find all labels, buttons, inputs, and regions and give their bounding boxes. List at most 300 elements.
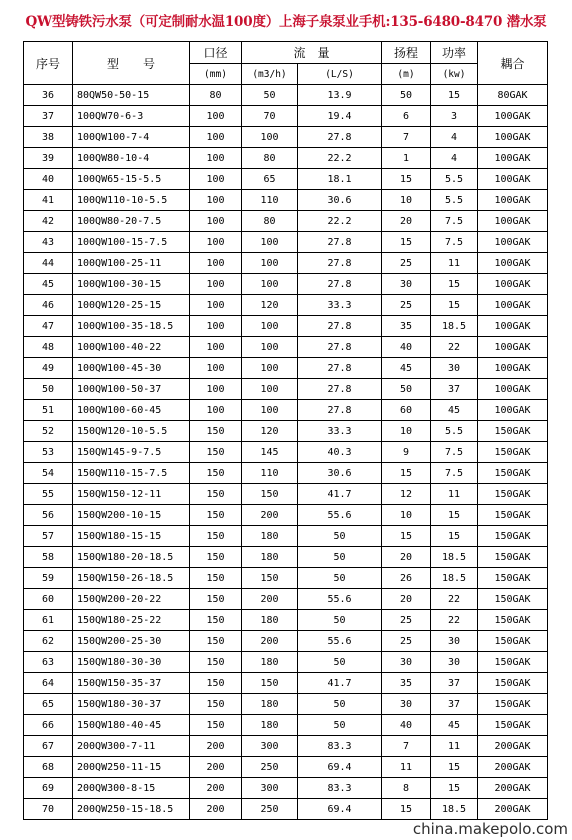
cell-head: 50 bbox=[382, 85, 431, 106]
cell-diameter: 100 bbox=[190, 253, 242, 274]
cell-diameter: 150 bbox=[190, 484, 242, 505]
cell-flow-ls: 22.2 bbox=[298, 148, 382, 169]
cell-model: 100QW100-45-30 bbox=[73, 358, 190, 379]
cell-model: 150QW110-15-7.5 bbox=[73, 463, 190, 484]
cell-flow-ls: 27.8 bbox=[298, 400, 382, 421]
cell-head: 35 bbox=[382, 316, 431, 337]
table-row bbox=[24, 190, 548, 211]
cell-diameter: 100 bbox=[190, 274, 242, 295]
cell-flow-ls: 27.8 bbox=[298, 253, 382, 274]
cell-no: 53 bbox=[24, 442, 73, 463]
cell-flow-m3h: 180 bbox=[242, 652, 298, 673]
table-row bbox=[24, 799, 548, 820]
cell-head: 25 bbox=[382, 610, 431, 631]
cell-flow-m3h: 100 bbox=[242, 337, 298, 358]
cell-coupling: 100GAK bbox=[478, 169, 548, 190]
table-row bbox=[24, 274, 548, 295]
table-row bbox=[24, 400, 548, 421]
cell-head: 11 bbox=[382, 757, 431, 778]
cell-head: 26 bbox=[382, 568, 431, 589]
table-row bbox=[24, 379, 548, 400]
unit-power: (kw) bbox=[431, 64, 478, 85]
cell-flow-m3h: 65 bbox=[242, 169, 298, 190]
cell-no: 46 bbox=[24, 295, 73, 316]
cell-head: 8 bbox=[382, 778, 431, 799]
table-row bbox=[24, 106, 548, 127]
watermark: china.makepolo.com bbox=[412, 820, 568, 838]
cell-head: 50 bbox=[382, 379, 431, 400]
header-no: 序号 bbox=[24, 42, 73, 85]
cell-model: 100QW100-7-4 bbox=[73, 127, 190, 148]
cell-flow-m3h: 100 bbox=[242, 274, 298, 295]
cell-flow-ls: 50 bbox=[298, 652, 382, 673]
cell-diameter: 200 bbox=[190, 778, 242, 799]
cell-diameter: 100 bbox=[190, 400, 242, 421]
cell-no: 36 bbox=[24, 85, 73, 106]
cell-model: 100QW100-50-37 bbox=[73, 379, 190, 400]
cell-power: 15 bbox=[431, 757, 478, 778]
cell-flow-ls: 27.8 bbox=[298, 232, 382, 253]
table-row bbox=[24, 295, 548, 316]
cell-coupling: 100GAK bbox=[478, 379, 548, 400]
cell-model: 150QW120-10-5.5 bbox=[73, 421, 190, 442]
cell-flow-m3h: 110 bbox=[242, 463, 298, 484]
cell-model: 100QW100-40-22 bbox=[73, 337, 190, 358]
cell-flow-m3h: 180 bbox=[242, 526, 298, 547]
cell-head: 20 bbox=[382, 547, 431, 568]
cell-power: 45 bbox=[431, 400, 478, 421]
cell-coupling: 80GAK bbox=[478, 85, 548, 106]
cell-coupling: 200GAK bbox=[478, 799, 548, 820]
cell-no: 60 bbox=[24, 589, 73, 610]
cell-head: 20 bbox=[382, 589, 431, 610]
cell-coupling: 150GAK bbox=[478, 652, 548, 673]
cell-no: 52 bbox=[24, 421, 73, 442]
cell-flow-ls: 27.8 bbox=[298, 337, 382, 358]
cell-coupling: 100GAK bbox=[478, 106, 548, 127]
cell-flow-m3h: 120 bbox=[242, 295, 298, 316]
cell-power: 15 bbox=[431, 778, 478, 799]
header-flow: 流 量 bbox=[242, 42, 382, 64]
cell-power: 7.5 bbox=[431, 211, 478, 232]
cell-model: 200QW300-8-15 bbox=[73, 778, 190, 799]
cell-no: 63 bbox=[24, 652, 73, 673]
cell-flow-m3h: 150 bbox=[242, 568, 298, 589]
cell-flow-ls: 41.7 bbox=[298, 673, 382, 694]
cell-flow-m3h: 180 bbox=[242, 547, 298, 568]
cell-flow-m3h: 100 bbox=[242, 400, 298, 421]
cell-coupling: 150GAK bbox=[478, 694, 548, 715]
cell-power: 18.5 bbox=[431, 799, 478, 820]
cell-power: 4 bbox=[431, 127, 478, 148]
cell-flow-ls: 22.2 bbox=[298, 211, 382, 232]
cell-model: 100QW70-6-3 bbox=[73, 106, 190, 127]
cell-flow-m3h: 120 bbox=[242, 421, 298, 442]
cell-no: 42 bbox=[24, 211, 73, 232]
cell-flow-ls: 18.1 bbox=[298, 169, 382, 190]
cell-flow-m3h: 180 bbox=[242, 694, 298, 715]
cell-diameter: 150 bbox=[190, 715, 242, 736]
header-coupling: 耦合 bbox=[478, 42, 548, 85]
cell-head: 15 bbox=[382, 463, 431, 484]
cell-no: 59 bbox=[24, 568, 73, 589]
cell-power: 15 bbox=[431, 505, 478, 526]
cell-diameter: 100 bbox=[190, 379, 242, 400]
cell-model: 150QW150-26-18.5 bbox=[73, 568, 190, 589]
cell-flow-m3h: 50 bbox=[242, 85, 298, 106]
cell-head: 6 bbox=[382, 106, 431, 127]
table-row bbox=[24, 358, 548, 379]
cell-model: 200QW250-15-18.5 bbox=[73, 799, 190, 820]
cell-diameter: 150 bbox=[190, 673, 242, 694]
cell-no: 48 bbox=[24, 337, 73, 358]
cell-no: 47 bbox=[24, 316, 73, 337]
cell-flow-m3h: 150 bbox=[242, 673, 298, 694]
unit-flow-m3h: (m3/h) bbox=[242, 64, 298, 85]
header-head: 扬程 bbox=[382, 42, 431, 64]
cell-flow-m3h: 100 bbox=[242, 358, 298, 379]
cell-model: 150QW180-15-15 bbox=[73, 526, 190, 547]
cell-diameter: 150 bbox=[190, 610, 242, 631]
cell-flow-ls: 40.3 bbox=[298, 442, 382, 463]
cell-head: 30 bbox=[382, 652, 431, 673]
page-title: QW型铸铁污水泵（可定制耐水温100度）上海子泉泵业手机:135-6480-8470 潜水泵 bbox=[25, 14, 547, 30]
cell-diameter: 100 bbox=[190, 169, 242, 190]
cell-power: 37 bbox=[431, 379, 478, 400]
cell-power: 3 bbox=[431, 106, 478, 127]
cell-flow-m3h: 200 bbox=[242, 589, 298, 610]
cell-diameter: 150 bbox=[190, 652, 242, 673]
cell-head: 15 bbox=[382, 526, 431, 547]
cell-head: 1 bbox=[382, 148, 431, 169]
cell-no: 64 bbox=[24, 673, 73, 694]
cell-diameter: 100 bbox=[190, 358, 242, 379]
cell-head: 40 bbox=[382, 337, 431, 358]
cell-flow-m3h: 180 bbox=[242, 715, 298, 736]
cell-no: 68 bbox=[24, 757, 73, 778]
cell-diameter: 100 bbox=[190, 211, 242, 232]
cell-model: 150QW150-35-37 bbox=[73, 673, 190, 694]
cell-model: 200QW250-11-15 bbox=[73, 757, 190, 778]
cell-diameter: 200 bbox=[190, 799, 242, 820]
cell-flow-m3h: 180 bbox=[242, 610, 298, 631]
cell-flow-ls: 30.6 bbox=[298, 463, 382, 484]
cell-coupling: 150GAK bbox=[478, 589, 548, 610]
cell-coupling: 150GAK bbox=[478, 442, 548, 463]
cell-head: 25 bbox=[382, 631, 431, 652]
cell-no: 55 bbox=[24, 484, 73, 505]
cell-diameter: 100 bbox=[190, 148, 242, 169]
cell-diameter: 150 bbox=[190, 463, 242, 484]
cell-head: 40 bbox=[382, 715, 431, 736]
cell-model: 100QW110-10-5.5 bbox=[73, 190, 190, 211]
cell-coupling: 100GAK bbox=[478, 400, 548, 421]
cell-flow-m3h: 100 bbox=[242, 253, 298, 274]
cell-head: 7 bbox=[382, 127, 431, 148]
cell-head: 20 bbox=[382, 211, 431, 232]
cell-coupling: 150GAK bbox=[478, 568, 548, 589]
cell-no: 51 bbox=[24, 400, 73, 421]
cell-flow-m3h: 80 bbox=[242, 211, 298, 232]
cell-flow-m3h: 250 bbox=[242, 757, 298, 778]
cell-diameter: 150 bbox=[190, 442, 242, 463]
cell-flow-ls: 83.3 bbox=[298, 778, 382, 799]
cell-flow-ls: 27.8 bbox=[298, 358, 382, 379]
cell-no: 67 bbox=[24, 736, 73, 757]
cell-power: 18.5 bbox=[431, 316, 478, 337]
cell-flow-ls: 50 bbox=[298, 715, 382, 736]
cell-coupling: 100GAK bbox=[478, 127, 548, 148]
cell-coupling: 150GAK bbox=[478, 547, 548, 568]
cell-power: 22 bbox=[431, 337, 478, 358]
cell-model: 100QW100-35-18.5 bbox=[73, 316, 190, 337]
cell-diameter: 150 bbox=[190, 421, 242, 442]
cell-flow-ls: 50 bbox=[298, 568, 382, 589]
cell-head: 10 bbox=[382, 190, 431, 211]
cell-head: 15 bbox=[382, 169, 431, 190]
cell-power: 15 bbox=[431, 526, 478, 547]
cell-power: 37 bbox=[431, 694, 478, 715]
cell-model: 100QW120-25-15 bbox=[73, 295, 190, 316]
table-row bbox=[24, 505, 548, 526]
cell-head: 25 bbox=[382, 295, 431, 316]
cell-flow-ls: 27.8 bbox=[298, 274, 382, 295]
cell-flow-ls: 55.6 bbox=[298, 589, 382, 610]
cell-no: 41 bbox=[24, 190, 73, 211]
cell-coupling: 100GAK bbox=[478, 337, 548, 358]
cell-model: 150QW200-10-15 bbox=[73, 505, 190, 526]
table-row bbox=[24, 316, 548, 337]
cell-model: 100QW100-60-45 bbox=[73, 400, 190, 421]
cell-head: 15 bbox=[382, 799, 431, 820]
cell-flow-ls: 50 bbox=[298, 694, 382, 715]
cell-power: 4 bbox=[431, 148, 478, 169]
cell-flow-ls: 83.3 bbox=[298, 736, 382, 757]
table-header-row bbox=[24, 42, 548, 64]
cell-head: 12 bbox=[382, 484, 431, 505]
cell-flow-ls: 30.6 bbox=[298, 190, 382, 211]
cell-diameter: 150 bbox=[190, 526, 242, 547]
cell-diameter: 100 bbox=[190, 337, 242, 358]
cell-no: 37 bbox=[24, 106, 73, 127]
table-row bbox=[24, 568, 548, 589]
cell-model: 150QW145-9-7.5 bbox=[73, 442, 190, 463]
cell-flow-m3h: 100 bbox=[242, 316, 298, 337]
table-row bbox=[24, 442, 548, 463]
table-row bbox=[24, 736, 548, 757]
unit-flow-ls: (L/S) bbox=[298, 64, 382, 85]
cell-no: 40 bbox=[24, 169, 73, 190]
table-row bbox=[24, 778, 548, 799]
cell-diameter: 150 bbox=[190, 589, 242, 610]
cell-coupling: 150GAK bbox=[478, 526, 548, 547]
cell-power: 30 bbox=[431, 652, 478, 673]
cell-diameter: 80 bbox=[190, 85, 242, 106]
cell-power: 18.5 bbox=[431, 547, 478, 568]
cell-diameter: 200 bbox=[190, 736, 242, 757]
cell-diameter: 150 bbox=[190, 694, 242, 715]
cell-coupling: 150GAK bbox=[478, 484, 548, 505]
table-row bbox=[24, 337, 548, 358]
cell-flow-ls: 69.4 bbox=[298, 757, 382, 778]
cell-no: 39 bbox=[24, 148, 73, 169]
table-row bbox=[24, 127, 548, 148]
cell-coupling: 100GAK bbox=[478, 211, 548, 232]
cell-flow-ls: 50 bbox=[298, 526, 382, 547]
cell-power: 18.5 bbox=[431, 568, 478, 589]
cell-model: 200QW300-7-11 bbox=[73, 736, 190, 757]
cell-diameter: 100 bbox=[190, 232, 242, 253]
cell-head: 45 bbox=[382, 358, 431, 379]
cell-power: 5.5 bbox=[431, 190, 478, 211]
cell-coupling: 150GAK bbox=[478, 631, 548, 652]
cell-diameter: 100 bbox=[190, 106, 242, 127]
cell-power: 5.5 bbox=[431, 421, 478, 442]
cell-power: 15 bbox=[431, 85, 478, 106]
table-row bbox=[24, 211, 548, 232]
cell-no: 50 bbox=[24, 379, 73, 400]
cell-flow-m3h: 200 bbox=[242, 505, 298, 526]
cell-flow-m3h: 70 bbox=[242, 106, 298, 127]
cell-no: 65 bbox=[24, 694, 73, 715]
table-row bbox=[24, 169, 548, 190]
cell-flow-m3h: 200 bbox=[242, 631, 298, 652]
unit-head: (m) bbox=[382, 64, 431, 85]
cell-model: 150QW180-20-18.5 bbox=[73, 547, 190, 568]
cell-head: 9 bbox=[382, 442, 431, 463]
cell-coupling: 100GAK bbox=[478, 232, 548, 253]
cell-no: 58 bbox=[24, 547, 73, 568]
cell-flow-ls: 13.9 bbox=[298, 85, 382, 106]
cell-coupling: 100GAK bbox=[478, 190, 548, 211]
cell-coupling: 150GAK bbox=[478, 673, 548, 694]
header-model: 型 号 bbox=[73, 42, 190, 85]
cell-power: 7.5 bbox=[431, 442, 478, 463]
cell-coupling: 100GAK bbox=[478, 253, 548, 274]
cell-coupling: 200GAK bbox=[478, 757, 548, 778]
cell-coupling: 150GAK bbox=[478, 463, 548, 484]
cell-diameter: 150 bbox=[190, 631, 242, 652]
cell-head: 25 bbox=[382, 253, 431, 274]
cell-head: 10 bbox=[382, 421, 431, 442]
cell-coupling: 100GAK bbox=[478, 148, 548, 169]
cell-model: 100QW100-15-7.5 bbox=[73, 232, 190, 253]
cell-flow-ls: 41.7 bbox=[298, 484, 382, 505]
table-row bbox=[24, 484, 548, 505]
cell-coupling: 100GAK bbox=[478, 295, 548, 316]
pump-spec-table bbox=[23, 41, 548, 820]
table-row bbox=[24, 652, 548, 673]
cell-power: 11 bbox=[431, 736, 478, 757]
cell-power: 37 bbox=[431, 673, 478, 694]
cell-head: 7 bbox=[382, 736, 431, 757]
cell-power: 22 bbox=[431, 589, 478, 610]
cell-coupling: 200GAK bbox=[478, 778, 548, 799]
cell-head: 30 bbox=[382, 274, 431, 295]
cell-head: 10 bbox=[382, 505, 431, 526]
table-row bbox=[24, 694, 548, 715]
cell-coupling: 200GAK bbox=[478, 736, 548, 757]
cell-diameter: 100 bbox=[190, 190, 242, 211]
cell-flow-m3h: 110 bbox=[242, 190, 298, 211]
cell-no: 66 bbox=[24, 715, 73, 736]
cell-power: 15 bbox=[431, 274, 478, 295]
cell-head: 35 bbox=[382, 673, 431, 694]
cell-no: 61 bbox=[24, 610, 73, 631]
cell-no: 45 bbox=[24, 274, 73, 295]
table-row bbox=[24, 715, 548, 736]
cell-flow-m3h: 100 bbox=[242, 379, 298, 400]
cell-power: 11 bbox=[431, 484, 478, 505]
cell-power: 5.5 bbox=[431, 169, 478, 190]
cell-no: 56 bbox=[24, 505, 73, 526]
unit-diameter: (mm) bbox=[190, 64, 242, 85]
cell-power: 45 bbox=[431, 715, 478, 736]
table-row bbox=[24, 253, 548, 274]
cell-power: 15 bbox=[431, 295, 478, 316]
cell-flow-m3h: 80 bbox=[242, 148, 298, 169]
cell-flow-ls: 27.8 bbox=[298, 127, 382, 148]
cell-diameter: 150 bbox=[190, 547, 242, 568]
cell-model: 100QW100-30-15 bbox=[73, 274, 190, 295]
cell-head: 15 bbox=[382, 232, 431, 253]
cell-flow-ls: 50 bbox=[298, 610, 382, 631]
cell-flow-ls: 69.4 bbox=[298, 799, 382, 820]
cell-diameter: 100 bbox=[190, 127, 242, 148]
header-diameter: 口径 bbox=[190, 42, 242, 64]
cell-coupling: 150GAK bbox=[478, 505, 548, 526]
cell-flow-m3h: 300 bbox=[242, 778, 298, 799]
table-row bbox=[24, 463, 548, 484]
cell-flow-m3h: 145 bbox=[242, 442, 298, 463]
cell-no: 44 bbox=[24, 253, 73, 274]
header-power: 功率 bbox=[431, 42, 478, 64]
table-row bbox=[24, 673, 548, 694]
cell-flow-ls: 50 bbox=[298, 547, 382, 568]
cell-power: 11 bbox=[431, 253, 478, 274]
cell-model: 150QW180-25-22 bbox=[73, 610, 190, 631]
table-row bbox=[24, 547, 548, 568]
cell-coupling: 150GAK bbox=[478, 610, 548, 631]
cell-no: 70 bbox=[24, 799, 73, 820]
cell-flow-m3h: 100 bbox=[242, 127, 298, 148]
cell-model: 150QW180-30-30 bbox=[73, 652, 190, 673]
cell-flow-ls: 27.8 bbox=[298, 316, 382, 337]
cell-flow-ls: 55.6 bbox=[298, 505, 382, 526]
cell-coupling: 150GAK bbox=[478, 421, 548, 442]
cell-diameter: 150 bbox=[190, 568, 242, 589]
cell-model: 150QW180-30-37 bbox=[73, 694, 190, 715]
cell-diameter: 150 bbox=[190, 505, 242, 526]
cell-flow-ls: 19.4 bbox=[298, 106, 382, 127]
cell-head: 60 bbox=[382, 400, 431, 421]
cell-flow-m3h: 150 bbox=[242, 484, 298, 505]
table-row bbox=[24, 757, 548, 778]
cell-model: 100QW80-20-7.5 bbox=[73, 211, 190, 232]
cell-model: 150QW200-20-22 bbox=[73, 589, 190, 610]
table-row bbox=[24, 421, 548, 442]
cell-flow-ls: 55.6 bbox=[298, 631, 382, 652]
cell-model: 150QW200-25-30 bbox=[73, 631, 190, 652]
cell-power: 7.5 bbox=[431, 463, 478, 484]
cell-no: 57 bbox=[24, 526, 73, 547]
cell-power: 7.5 bbox=[431, 232, 478, 253]
cell-head: 30 bbox=[382, 694, 431, 715]
cell-coupling: 150GAK bbox=[478, 715, 548, 736]
table-row bbox=[24, 610, 548, 631]
table-row bbox=[24, 232, 548, 253]
cell-no: 49 bbox=[24, 358, 73, 379]
